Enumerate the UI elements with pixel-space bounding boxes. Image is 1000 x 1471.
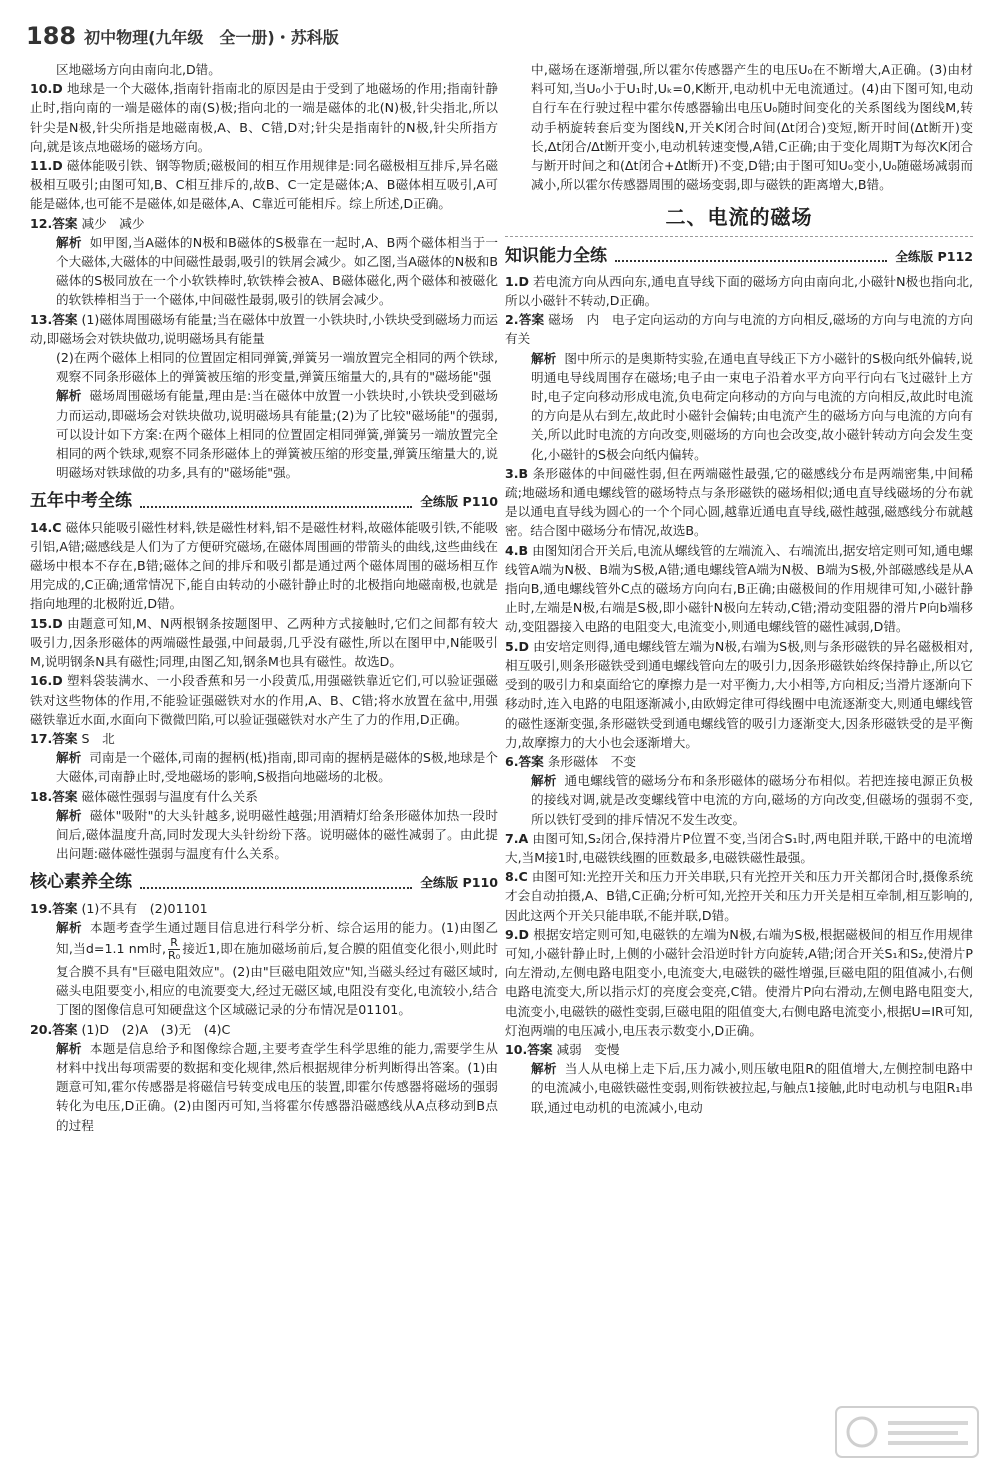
answer-item-8 [505,867,973,925]
analysis-label: 解析 [531,1061,557,1077]
right-column [505,60,973,1117]
item-answer: S 北 [81,730,115,746]
item-text: 由题意可知,M、N两根钢条按题图甲、乙两种方式接触时,它们之间都有较大吸引力,因条形磁体的两端磁性最强,中间最弱,几乎没有磁性,所以在图甲中,N能吸引M,说明钢条N具有磁性;同理,由图乙知,钢条M也具有磁性。故选D。 [30,615,498,670]
item-number: 12.答案 [30,215,78,231]
watermark-mark [848,1418,876,1446]
item-text: 磁体只能吸引磁性材料,铁是磁性材料,铝不是磁性材料,故磁体能吸引铁,不能吸引铝,A错;磁感线是人们为了方便研究磁场,在磁体周围画的带箭头的曲线,这些曲线在磁场中根本不存在,B错;磁体之间的排斥和吸引都是通过两个磁体周围的磁场相互作用完成的,C正确;通常情况下,能自由转动的小磁针静止时的北极指向地磁南极,也就是指向地理的北极附近,D错。 [30,519,498,612]
item-number: 10.答案 [505,1041,553,1057]
item-number: 15.D [30,615,63,631]
answer-item-14 [30,518,498,614]
analysis-19 [30,918,498,1020]
section-header-five-years [30,492,498,511]
analysis-10 [505,1059,973,1117]
item-number: 18.答案 [30,788,78,804]
fraction-denominator: R₀ [168,948,181,962]
analysis-text-cont: 接近1,即在施加磁场前后,复合膜的阻值变化很小,则此时复合膜不具有"巨磁电阻效应"。(2)由"巨磁电阻效应"知,当磁头经过有磁区域时,磁头电阻要变小,相应的电流要变大,经过无磁区域,电阻没有变化,电流较小,结合丁图的图像信息可知硬盘这个区域磁记录的分布情况是01101。 [56,940,498,1018]
fraction-numerator: R [168,937,180,950]
section-page-ref: 全练版 P110 [420,875,498,891]
item-number: 9.D [505,926,530,942]
item-number: 3.B [505,465,529,481]
item-number: 19.答案 [30,900,78,916]
answer-item-1 [505,272,973,310]
section-title: 五年中考全练 [30,491,132,512]
answer-item-12 [30,214,498,233]
fraction [168,937,180,962]
section-rule [140,496,412,508]
item-text: 由图可知,S₂闭合,保持滑片P位置不变,当闭合S₁时,两电阻并联,干路中的电流增大,当M接1时,电磁铁线圈的匝数最多,电磁铁磁性最强。 [505,830,973,865]
item-number: 7.A [505,830,529,846]
analysis-text: 本题考查学生通过题目信息进行科学分析、综合运用的能力。(1)由图乙知,当d=1.1 nm时, [56,919,499,956]
item-text: 若电流方向从西向东,通电直导线下面的磁场方向由南向北,小磁针N极也指向北,所以小磁针不转动,D正确。 [505,273,973,309]
answer-item-19 [30,899,498,918]
item-number: 20.答案 [30,1021,78,1037]
book-title: 初中物理(九年级 全一册)・苏科版 [84,27,339,47]
analysis-text: 当人从电梯上走下后,压力减小,则压敏电阻R的阻值增大,左侧控制电路中的电流减小,电磁铁磁性变弱,则衔铁被拉起,与触点1接触,此时电动机与电阻R₁串联,通过电动机的电流减小,电动 [531,1061,974,1115]
answer-item-18 [30,787,498,806]
section-page-ref: 全练版 P110 [420,494,498,510]
item-answer: 磁体磁性强弱与温度有什么关系 [81,788,258,804]
analysis-12 [30,233,498,310]
answer-item-15 [30,614,498,672]
item-number: 5.D [505,638,530,654]
paragraph: 区地磁场方向由南向北,D错。 [56,62,221,77]
answer-item-16 [30,671,498,729]
section-header-core-literacy [30,873,498,892]
analysis-text: 司南是一个磁体,司南的握柄(柢)指南,即司南的握柄是磁体的S极,地球是个大磁体,司南静止时,受地磁场的影响,S极指向地磁场的北极。 [56,750,498,785]
watermark-logo [832,1403,982,1461]
item-number: 11.D [30,158,63,174]
item-answer: 减少 减少 [81,215,145,231]
analysis-13 [30,386,498,482]
item-answer: 磁场 内 电子定向运动的方向与电流的方向相反,磁场的方向与电流的方向有关 [505,312,973,347]
item-text: 根据安培定则可知,电磁铁的左端为N极,右端为S极,根据磁极间的相互作用规律可知,小磁针静止时,上侧的小磁针会沿逆时针方向旋转,A错;闭合开关S₁和S₂,使滑片P向左滑动,左侧电路电阻变小,电流变大,电磁铁的磁性增强,巨磁电阻的阻值减小,右侧电路电流变大,所以指示灯的亮度会变亮,C错。使滑片P向右滑动,左侧电路电阻变大,电流变小,电磁铁的磁性变弱,巨磁电阻的阻值变大,右侧电路电流变小,根据U=IR可知,灯泡两端的电压减小,电压表示数变小,D正确。 [505,926,973,1038]
answer-item-4 [505,541,973,637]
analysis-label: 解析 [531,350,557,366]
item-text: 地球是一个大磁体,指南针指南北的原因是由于受到了地磁场的作用;指南针静止时,指向南的一端是磁体的南(S)极;指向北的一端是磁体的北(N)极,针尖指北,所以针尖是N极,针尖所指是地磁南极,A、B、C错,D对;针尖是指南针的N极,针尖所指方向,就是该点地磁场的磁场方向。 [30,81,498,154]
section-title: 核心素养全练 [30,872,132,893]
item-answer: 条形磁体 不变 [547,753,636,769]
answer-item-7 [505,829,973,867]
analysis-20 [30,1039,498,1135]
analysis-17 [30,748,498,786]
answer-item-9 [505,925,973,1040]
page-header [26,14,339,58]
section-header-knowledge [505,247,973,266]
item-number: 4.B [505,542,529,558]
analysis-text: 磁体"吸附"的大头针越多,说明磁性越强;用酒精灯给条形磁体加热一段时间后,磁体温度升高,同时发现大头针纷纷下落。说明磁体的磁性减弱了。由此提出问题:磁体磁性强弱与温度有什么关系。 [56,807,498,862]
item-answer: (1)不具有 (2)01101 [81,900,208,916]
analysis-label: 解析 [56,234,82,250]
analysis-2 [505,349,973,464]
answer-item-13 [30,310,498,348]
item-answer: 减弱 变慢 [556,1041,620,1057]
item-number: 10.D [30,81,63,97]
analysis-6 [505,771,973,829]
item-answer: (1)D (2)A (3)无 (4)C [81,1021,231,1037]
analysis-label: 解析 [56,388,82,404]
answer-item-17 [30,729,498,748]
item-number: 1.D [505,273,530,289]
page-number: 188 [26,22,77,50]
analysis-label: 解析 [56,807,82,823]
answer-item-10 [30,79,498,156]
answer-item-2 [505,310,973,348]
item-text: 由图可知:光控开关和压力开关串联,只有光控开关和压力开关都闭合时,摄像系统才会自动拍摄,A、B错,C正确;分析可知,光控开关和压力开关是相互牵制,相互影响的,因此这两个开关只能串联,不能并联,D错。 [505,869,973,923]
answer-item-6 [505,752,973,771]
paragraph-continued: 中,磁场在逐渐增强,所以霍尔传感器产生的电压U₀在不断增大,A正确。(3)由材料可知,当U₀小于U₁时,Uₖ=0,K断开,电动机中无电流通过。(4)由下图可知,电动自行车在行驶过程中霍尔传感器输出电压U₀随时间变化的关系图线为图线M,转动手柄旋转套后变为图线N,开关K闭合时间(Δt闭合)变短,断开时间(Δt断开)变长,Δt闭合/Δt断开变小,电动机转速变慢,A错,C正确;由于变化周期T为每次K闭合与断开时间之和(Δt闭合+Δt断开)不变,D错;由于图可知U₀变小,U₀随磁场减弱而减小,所以霍尔传感器周围的磁场变弱,即与磁铁的距离增大,B错。 [531,62,973,193]
analysis-text: 磁场周围磁场有能量,理由是:当在磁体中放置一小铁块时,小铁块受到磁场力而运动,即磁场会对铁块做功,说明磁场具有能量;(2)为了比较"磁场能"的强弱,可以设计如下方案:在两个磁体上相同的位置固定相同弹簧,弹簧另一端放置完全相同的两个铁球,观察不同条形磁体上的弹簧被压缩的形变量,弹簧压缩量大的,说明磁场对铁球做的功多,具有的"磁场能"强。 [56,388,499,481]
answer-item-20 [30,1020,498,1039]
left-column [30,60,498,1135]
item-number: 13.答案 [30,311,78,327]
item-text: 磁体能吸引铁、钢等物质;磁极间的相互作用规律是:同名磁极相互排斥,异名磁极相互吸引;由图可知,B、C相互排斥的,故B、C一定是磁体;A、B磁体相互吸引,A可能是磁体,也可能不是磁体,如是磁体,A、C靠近可能相斥。综上所述,D正确。 [30,158,498,212]
item-number: 6.答案 [505,753,544,769]
answer-13-part2: (2)在两个磁体上相同的位置固定相同弹簧,弹簧另一端放置完全相同的两个铁球,观察不同条形磁体上的弹簧被压缩的形变量,弹簧压缩量大的,具有的"磁场能"强 [56,350,498,385]
section-title: 知识能力全练 [505,245,607,266]
answer-item-10 [505,1040,973,1059]
item-number: 17.答案 [30,730,78,746]
item-answer: (1)磁体周围磁场有能量;当在磁体中放置一小铁块时,小铁块受到磁场力而运动,即磁场会对铁块做功,说明磁场具有能量 [30,311,498,346]
chapter-divider [505,236,973,237]
analysis-label: 解析 [531,773,557,789]
item-text: 由图知闭合开关后,电流从螺线管的左端流入、右端流出,据安培定则可知,通电螺线管A端为N极、B端为S极,A错;通电螺线管A端为N极、B端为S极,外部磁感线是从A指向B,通电螺线管外C点的磁场方向向右,B正确;由磁极间的作用规律可知,小磁针静止时,左端是N极,右端是S极,即小磁针N极向左转动,C错;滑动变阻器的滑片P向b端移动,变阻器接入电路的电阻变大,电流变小,则通电螺线管的磁性减弱,D错。 [505,542,973,635]
item-text: 条形磁体的中间磁性弱,但在两端磁性最强,它的磁感线分布是两端密集,中间稀疏;地磁场和通电螺线管的磁场特点与条形磁铁的磁场相似;通电直导线磁场的分布就是以通电直导线为圆心的一个个同心圆,越靠近通电直导线,磁性越强,磁感线分布就越密。结合图中磁场分布情况,故选B。 [505,465,973,539]
analysis-text: 如甲图,当A磁体的N极和B磁体的S极靠在一起时,A、B两个磁体相当于一个大磁体,大磁体的中间磁性最弱,吸引的铁屑会减少。如乙图,当A磁体的N极和B磁体的S极同放在一个小软铁棒时,软铁棒会被A、B磁体磁化,两个磁体和被磁化的软铁棒相当于一个磁体,中间磁性最弱,吸引的铁屑会减少。 [56,234,499,308]
item-number: 8.C [505,869,528,885]
analysis-text: 通电螺线管的磁场分布和条形磁体的磁场分布相似。若把连接电源正负极的接线对调,就是改变螺线管中电流的方向,磁场的方向改变,但磁场的强弱不变,所以铁钉受到的排斥情况不发生改变。 [531,773,974,827]
analysis-18 [30,806,498,864]
analysis-label: 解析 [56,1040,82,1056]
section-rule [140,877,412,889]
item-number: 14.C [30,519,62,535]
answer-item-11 [30,156,498,214]
section-page-ref: 全练版 P112 [895,248,973,264]
analysis-text: 图中所示的是奥斯特实验,在通电直导线正下方小磁针的S极向纸外偏转,说明通电导线周围存在磁场;电子由一束电子沿着水平方向平行向右飞过磁针上方时,电子定向移动形成电流,负电荷定向移动的方向与电流的方向相反,故此时电流的方向是从右到左,故此时小磁针会偏转;由电流产生的磁场方向与电流的方向有关,所以此时电流的方向改变,则磁场的方向也会改变,故小磁针转动方向会发生变化,小磁针的S极会向纸内偏转。 [531,350,973,462]
answer-item-3 [505,464,973,541]
analysis-text: 本题是信息给予和图像综合题,主要考查学生科学思维的能力,需要学生从材料中找出每项需要的数据和变化规律,然后根据规律分析判断得出答案。(1)由题意可知,霍尔传感器是将磁信号转变成电压的装置,即霍尔传感器将磁场的强弱转化为电压,D正确。(2)由图丙可知,当将霍尔传感器沿磁感线从A点移动到B点的过程 [56,1040,499,1133]
section-rule [615,250,887,262]
chapter-title: 二、电流的磁场 [665,205,813,230]
analysis-label: 解析 [56,750,82,766]
analysis-label: 解析 [56,919,83,935]
watermark-strokes [888,1423,968,1443]
item-number: 16.D [30,673,63,689]
item-text: 由安培定则得,通电螺线管左端为N极,右端为S极,则与条形磁铁的异名磁极相对,相互吸引,则条形磁铁受到通电螺线管向左的吸引力,因条形磁铁始终保持静止,所以它受到的吸引力和桌面给它的摩擦力是一对平衡力,大小相等,方向相反;当滑片逐渐向下移动时,连入电路的电阻逐渐减小,由欧姆定律可得线圈中电流逐渐变大,则通电螺线管的磁性逐渐变强,条形磁铁受到通电螺线管的吸引力逐渐变大,因条形磁铁受的是平衡力,故摩擦力的大小也会逐渐增大。 [505,638,973,750]
item-text: 塑料袋装满水、一小段香蕉和另一小段黄瓜,用强磁铁靠近它们,可以验证强磁铁对这些物体的作用,不能验证强磁铁对水的作用,A、B、C错;将水放置在盆中,用强磁铁靠近水面,水面向下微微凹陷,可以验证强磁铁对水产生了力的作用,D正确。 [30,673,498,727]
answer-item-5 [505,637,973,752]
item-number: 2.答案 [505,312,545,328]
